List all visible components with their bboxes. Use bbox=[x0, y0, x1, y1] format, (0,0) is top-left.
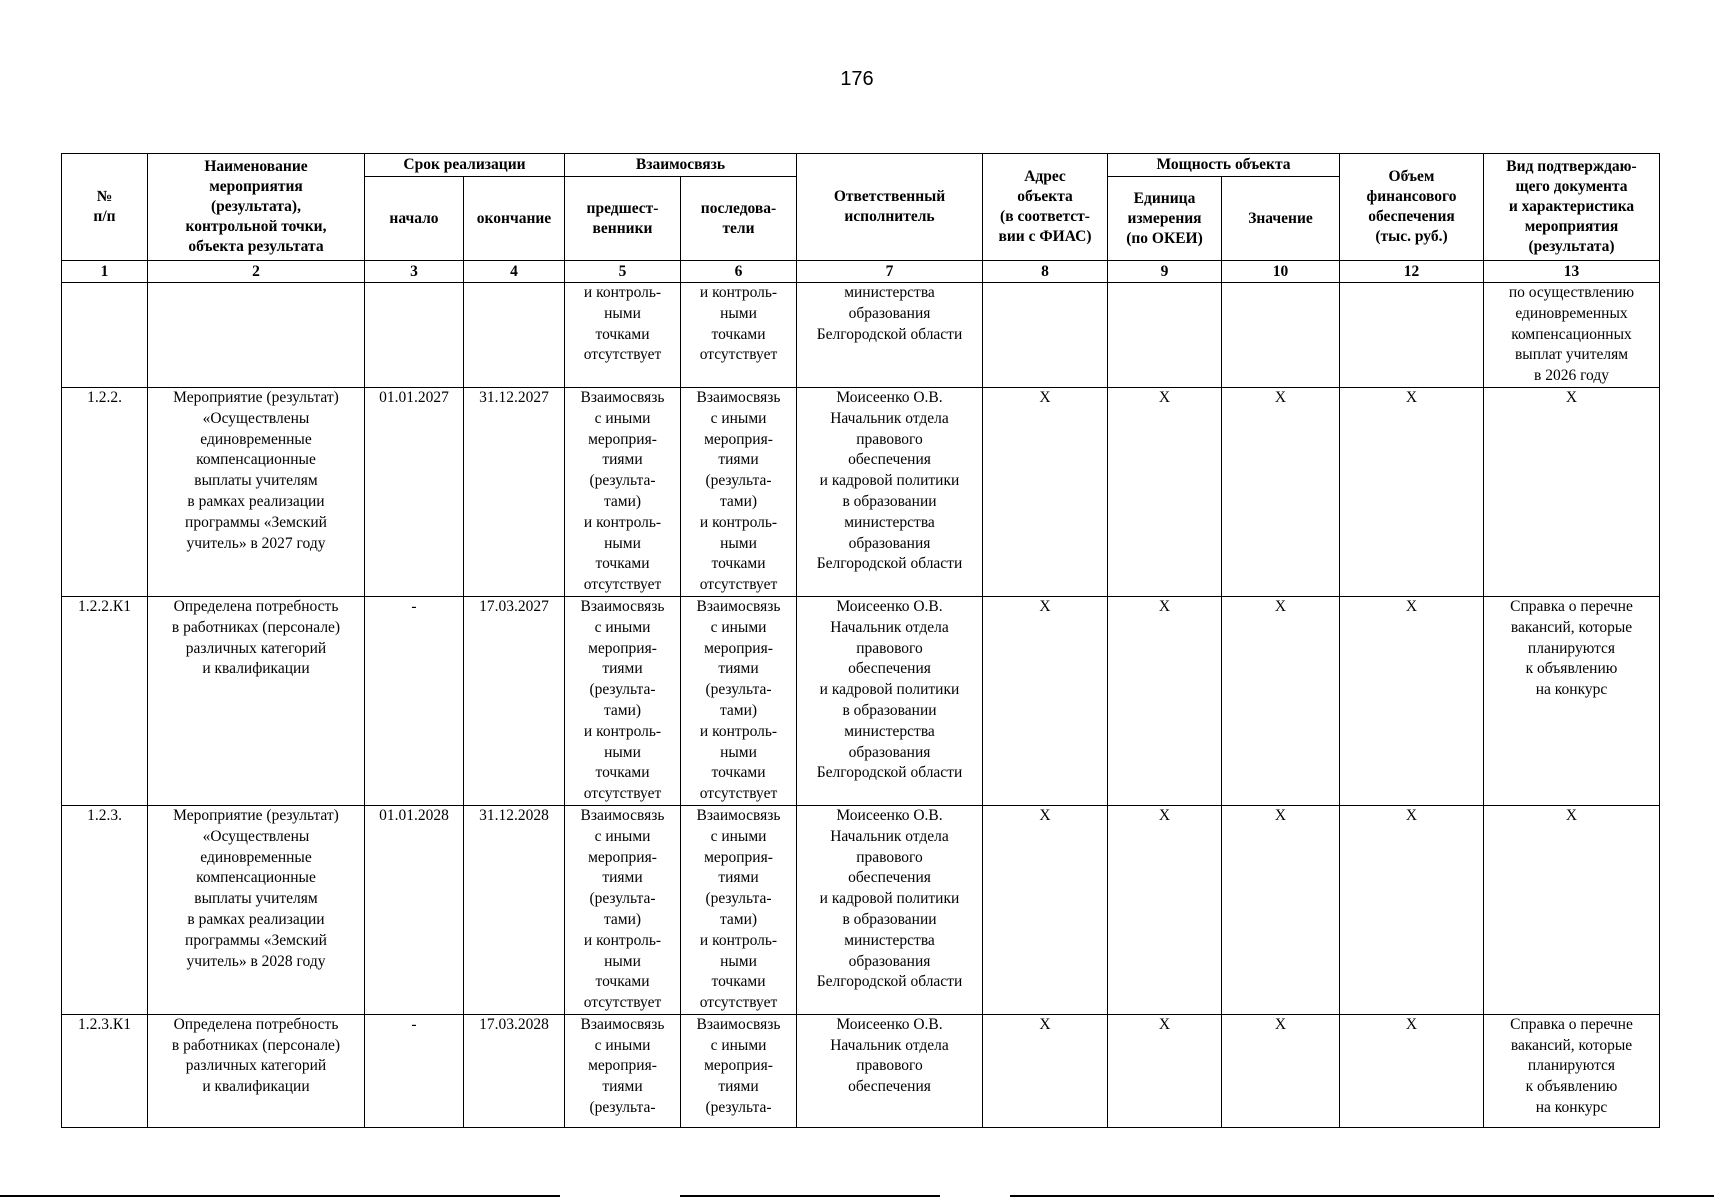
cell-next: Взаимосвязь с иными мероприя- тиями (результа- тами) и контроль- ными точками отсутствует bbox=[681, 596, 797, 805]
cell-next: Взаимосвязь с иными мероприя- тиями (результа- тами) и контроль- ными точками отсутствует bbox=[681, 387, 797, 596]
cell-num: 1.2.2.К1 bbox=[62, 596, 148, 805]
header-link-prev: предшест- венники bbox=[565, 177, 681, 261]
cell-num: 1.2.3.К1 bbox=[62, 1014, 148, 1127]
scan-edge-line bbox=[680, 1195, 940, 1197]
cell-name: Мероприятие (результат) «Осуществлены единовременные компенсационные выплаты учителям в рамках реализации программы «Земский учитель» в 2028 году bbox=[148, 805, 365, 1014]
cell-start bbox=[365, 283, 464, 388]
header-link-next: последова- тели bbox=[681, 177, 797, 261]
cell-value: X bbox=[1222, 1014, 1340, 1127]
cell-address bbox=[983, 283, 1108, 388]
column-number: 5 bbox=[565, 261, 681, 283]
cell-responsible: Моисеенко О.В. Начальник отдела правового обеспечения и кадровой политики в образовании министерства образования Белгородской области bbox=[797, 596, 983, 805]
cell-value: X bbox=[1222, 805, 1340, 1014]
cell-unit: X bbox=[1108, 1014, 1222, 1127]
cell-end: 31.12.2028 bbox=[464, 805, 565, 1014]
table-row bbox=[62, 596, 1660, 805]
cell-address: X bbox=[983, 1014, 1108, 1127]
cell-finance: X bbox=[1340, 1014, 1484, 1127]
cell-finance: X bbox=[1340, 596, 1484, 805]
header-document: Вид подтверждаю- щего документа и характеристика мероприятия (результата) bbox=[1484, 154, 1660, 261]
plan-table bbox=[61, 153, 1660, 1128]
cell-unit: X bbox=[1108, 596, 1222, 805]
cell-finance: X bbox=[1340, 387, 1484, 596]
cell-document: по осуществлению единовременных компенсационных выплат учителям в 2026 году bbox=[1484, 283, 1660, 388]
column-number: 4 bbox=[464, 261, 565, 283]
header-finance: Объем финансового обеспечения (тыс. руб.) bbox=[1340, 154, 1484, 261]
header-num: № п/п bbox=[62, 154, 148, 261]
column-number: 2 bbox=[148, 261, 365, 283]
cell-responsible: министерства образования Белгородской области bbox=[797, 283, 983, 388]
table-row bbox=[62, 805, 1660, 1014]
cell-name: Мероприятие (результат) «Осуществлены единовременные компенсационные выплаты учителям в рамках реализации программы «Земский учитель» в 2027 году bbox=[148, 387, 365, 596]
column-number: 9 bbox=[1108, 261, 1222, 283]
cell-name: Определена потребность в работниках (персонале) различных категорий и квалификации bbox=[148, 596, 365, 805]
cell-document: Справка о перечне вакансий, которые планируются к объявлению на конкурс bbox=[1484, 596, 1660, 805]
cell-end: 17.03.2028 bbox=[464, 1014, 565, 1127]
header-unit: Единица измерения (по ОКЕИ) bbox=[1108, 177, 1222, 261]
cell-document: X bbox=[1484, 387, 1660, 596]
cell-address: X bbox=[983, 596, 1108, 805]
header-address: Адрес объекта (в соответст- вии с ФИАС) bbox=[983, 154, 1108, 261]
cell-end: 17.03.2027 bbox=[464, 596, 565, 805]
cell-responsible: Моисеенко О.В. Начальник отдела правового обеспечения bbox=[797, 1014, 983, 1127]
cell-document: X bbox=[1484, 805, 1660, 1014]
header-capacity-group: Мощность объекта bbox=[1108, 154, 1340, 177]
cell-unit: X bbox=[1108, 387, 1222, 596]
cell-value bbox=[1222, 283, 1340, 388]
cell-unit bbox=[1108, 283, 1222, 388]
column-numbers-row bbox=[62, 261, 1660, 283]
cell-value: X bbox=[1222, 387, 1340, 596]
page-number: 176 bbox=[840, 68, 874, 90]
cell-next: и контроль- ными точками отсутствует bbox=[681, 283, 797, 388]
column-number: 13 bbox=[1484, 261, 1660, 283]
table-row bbox=[62, 1014, 1660, 1127]
cell-end bbox=[464, 283, 565, 388]
cell-next: Взаимосвязь с иными мероприя- тиями (результа- тами) и контроль- ными точками отсутствует bbox=[681, 805, 797, 1014]
cell-prev: Взаимосвязь с иными мероприя- тиями (результа- тами) и контроль- ными точками отсутствует bbox=[565, 805, 681, 1014]
header-term-group: Срок реализации bbox=[365, 154, 565, 177]
column-number: 6 bbox=[681, 261, 797, 283]
table-row bbox=[62, 387, 1660, 596]
cell-num: 1.2.2. bbox=[62, 387, 148, 596]
cell-end: 31.12.2027 bbox=[464, 387, 565, 596]
header-row-1 bbox=[62, 154, 1660, 177]
cell-start: 01.01.2028 bbox=[365, 805, 464, 1014]
column-number: 8 bbox=[983, 261, 1108, 283]
column-number: 10 bbox=[1222, 261, 1340, 283]
cell-name: Определена потребность в работниках (персонале) различных категорий и квалификации bbox=[148, 1014, 365, 1127]
cell-start: 01.01.2027 bbox=[365, 387, 464, 596]
header-term-end: окончание bbox=[464, 177, 565, 261]
scan-edge-line bbox=[0, 1195, 560, 1197]
cell-prev: Взаимосвязь с иными мероприя- тиями (результа- bbox=[565, 1014, 681, 1127]
cell-address: X bbox=[983, 387, 1108, 596]
cell-start: - bbox=[365, 1014, 464, 1127]
cell-document: Справка о перечне вакансий, которые планируются к объявлению на конкурс bbox=[1484, 1014, 1660, 1127]
column-number: 12 bbox=[1340, 261, 1484, 283]
cell-start: - bbox=[365, 596, 464, 805]
cell-finance: X bbox=[1340, 805, 1484, 1014]
column-number: 3 bbox=[365, 261, 464, 283]
scan-edge-line bbox=[1010, 1195, 1714, 1197]
header-value: Значение bbox=[1222, 177, 1340, 261]
cell-prev: Взаимосвязь с иными мероприя- тиями (результа- тами) и контроль- ными точками отсутствует bbox=[565, 596, 681, 805]
header-link-group: Взаимосвязь bbox=[565, 154, 797, 177]
cell-value: X bbox=[1222, 596, 1340, 805]
cell-num bbox=[62, 283, 148, 388]
cell-prev: Взаимосвязь с иными мероприя- тиями (результа- тами) и контроль- ными точками отсутствует bbox=[565, 387, 681, 596]
cell-responsible: Моисеенко О.В. Начальник отдела правового обеспечения и кадровой политики в образовании министерства образования Белгородской области bbox=[797, 805, 983, 1014]
column-number: 1 bbox=[62, 261, 148, 283]
column-number: 7 bbox=[797, 261, 983, 283]
cell-address: X bbox=[983, 805, 1108, 1014]
table-row bbox=[62, 283, 1660, 388]
cell-name bbox=[148, 283, 365, 388]
cell-num: 1.2.3. bbox=[62, 805, 148, 1014]
header-term-start: начало bbox=[365, 177, 464, 261]
header-responsible: Ответственный исполнитель bbox=[797, 154, 983, 261]
cell-next: Взаимосвязь с иными мероприя- тиями (результа- bbox=[681, 1014, 797, 1127]
cell-responsible: Моисеенко О.В. Начальник отдела правового обеспечения и кадровой политики в образовании министерства образования Белгородской области bbox=[797, 387, 983, 596]
header-name: Наименование мероприятия (результата), контрольной точки, объекта результата bbox=[148, 154, 365, 261]
cell-finance bbox=[1340, 283, 1484, 388]
cell-unit: X bbox=[1108, 805, 1222, 1014]
cell-prev: и контроль- ными точками отсутствует bbox=[565, 283, 681, 388]
